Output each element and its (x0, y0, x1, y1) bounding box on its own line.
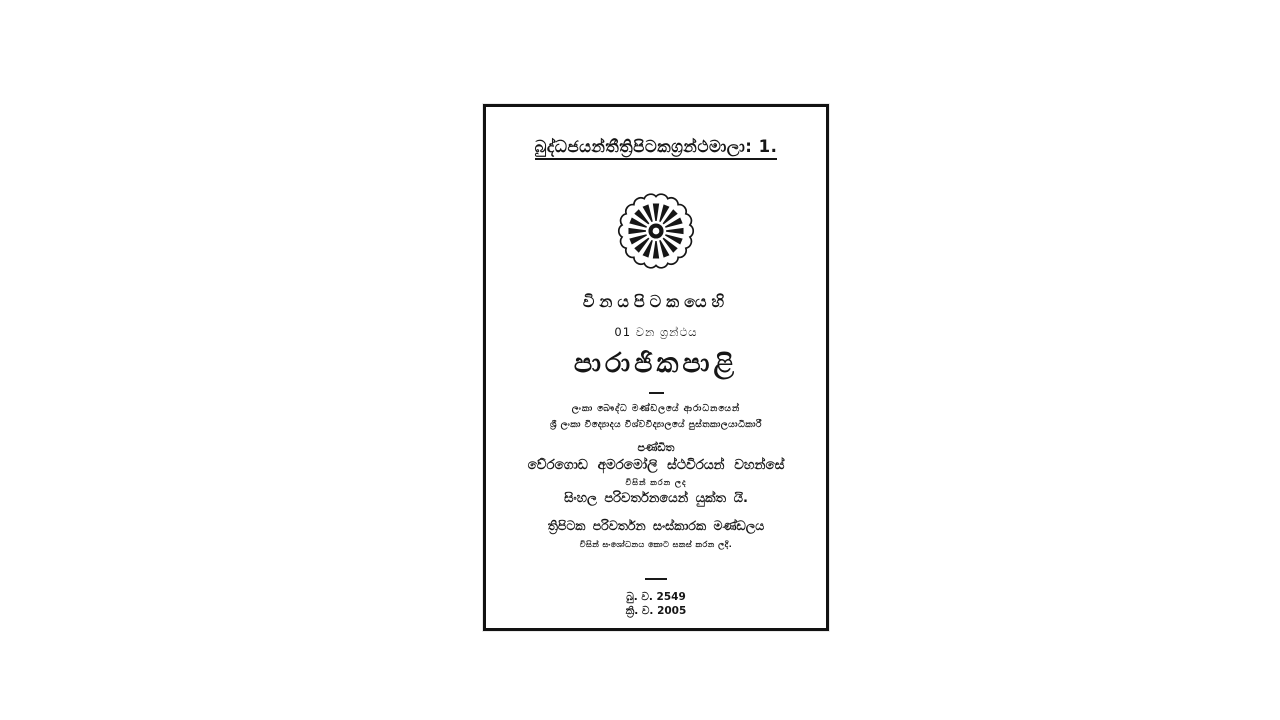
editorial-byline: විසින් සංශෝධනය කොට සකස් කරන ලදි. (579, 540, 733, 549)
book-main-title: පාරාජිකපාළි (573, 348, 739, 379)
translator-byline: විසින් කරන ලද (625, 478, 687, 487)
invitation-line-1: ලංකා බෞද්ධ මණ්ඩලයේ ආරාධනයෙන් (571, 404, 741, 414)
invitation-line-2: ශ්‍රී ලංකා විද්‍යොදය විශ්වවිද්‍යාලයේ පුස්තකාලයාධිකාරී (550, 420, 762, 430)
translator-name: වේරගොඩ අමරමෝලි ස්ථවිරයන් වහන්සේ (527, 457, 785, 473)
dharma-wheel-icon (614, 189, 698, 273)
footer-divider-rule (645, 578, 667, 580)
buddhist-era-year: බු. ව. 2549 (626, 591, 686, 603)
common-era-year: ක්‍රි. ව. 2005 (625, 605, 687, 617)
translator-honorific: පණ්ඩිත (637, 441, 675, 454)
pitaka-section-title: විනයපිටකයෙහි (582, 292, 730, 311)
series-header-text: බුද්ධජයන්තීත්‍රිපිටකග්‍රන්ථමාලා: 1. (535, 137, 778, 160)
editorial-board-line: ත්‍රිපිටක පරිවර්තන සංස්කාරක මණ්ඩලය (547, 518, 765, 533)
translation-note: සිංහල පරිවර්තනයෙන් යුක්ත යි. (564, 491, 748, 506)
volume-number-line: 01 වන ග්‍රන්ථය (614, 325, 698, 339)
book-title-page (483, 104, 829, 631)
title-divider-rule (649, 392, 664, 394)
series-header (486, 138, 826, 157)
